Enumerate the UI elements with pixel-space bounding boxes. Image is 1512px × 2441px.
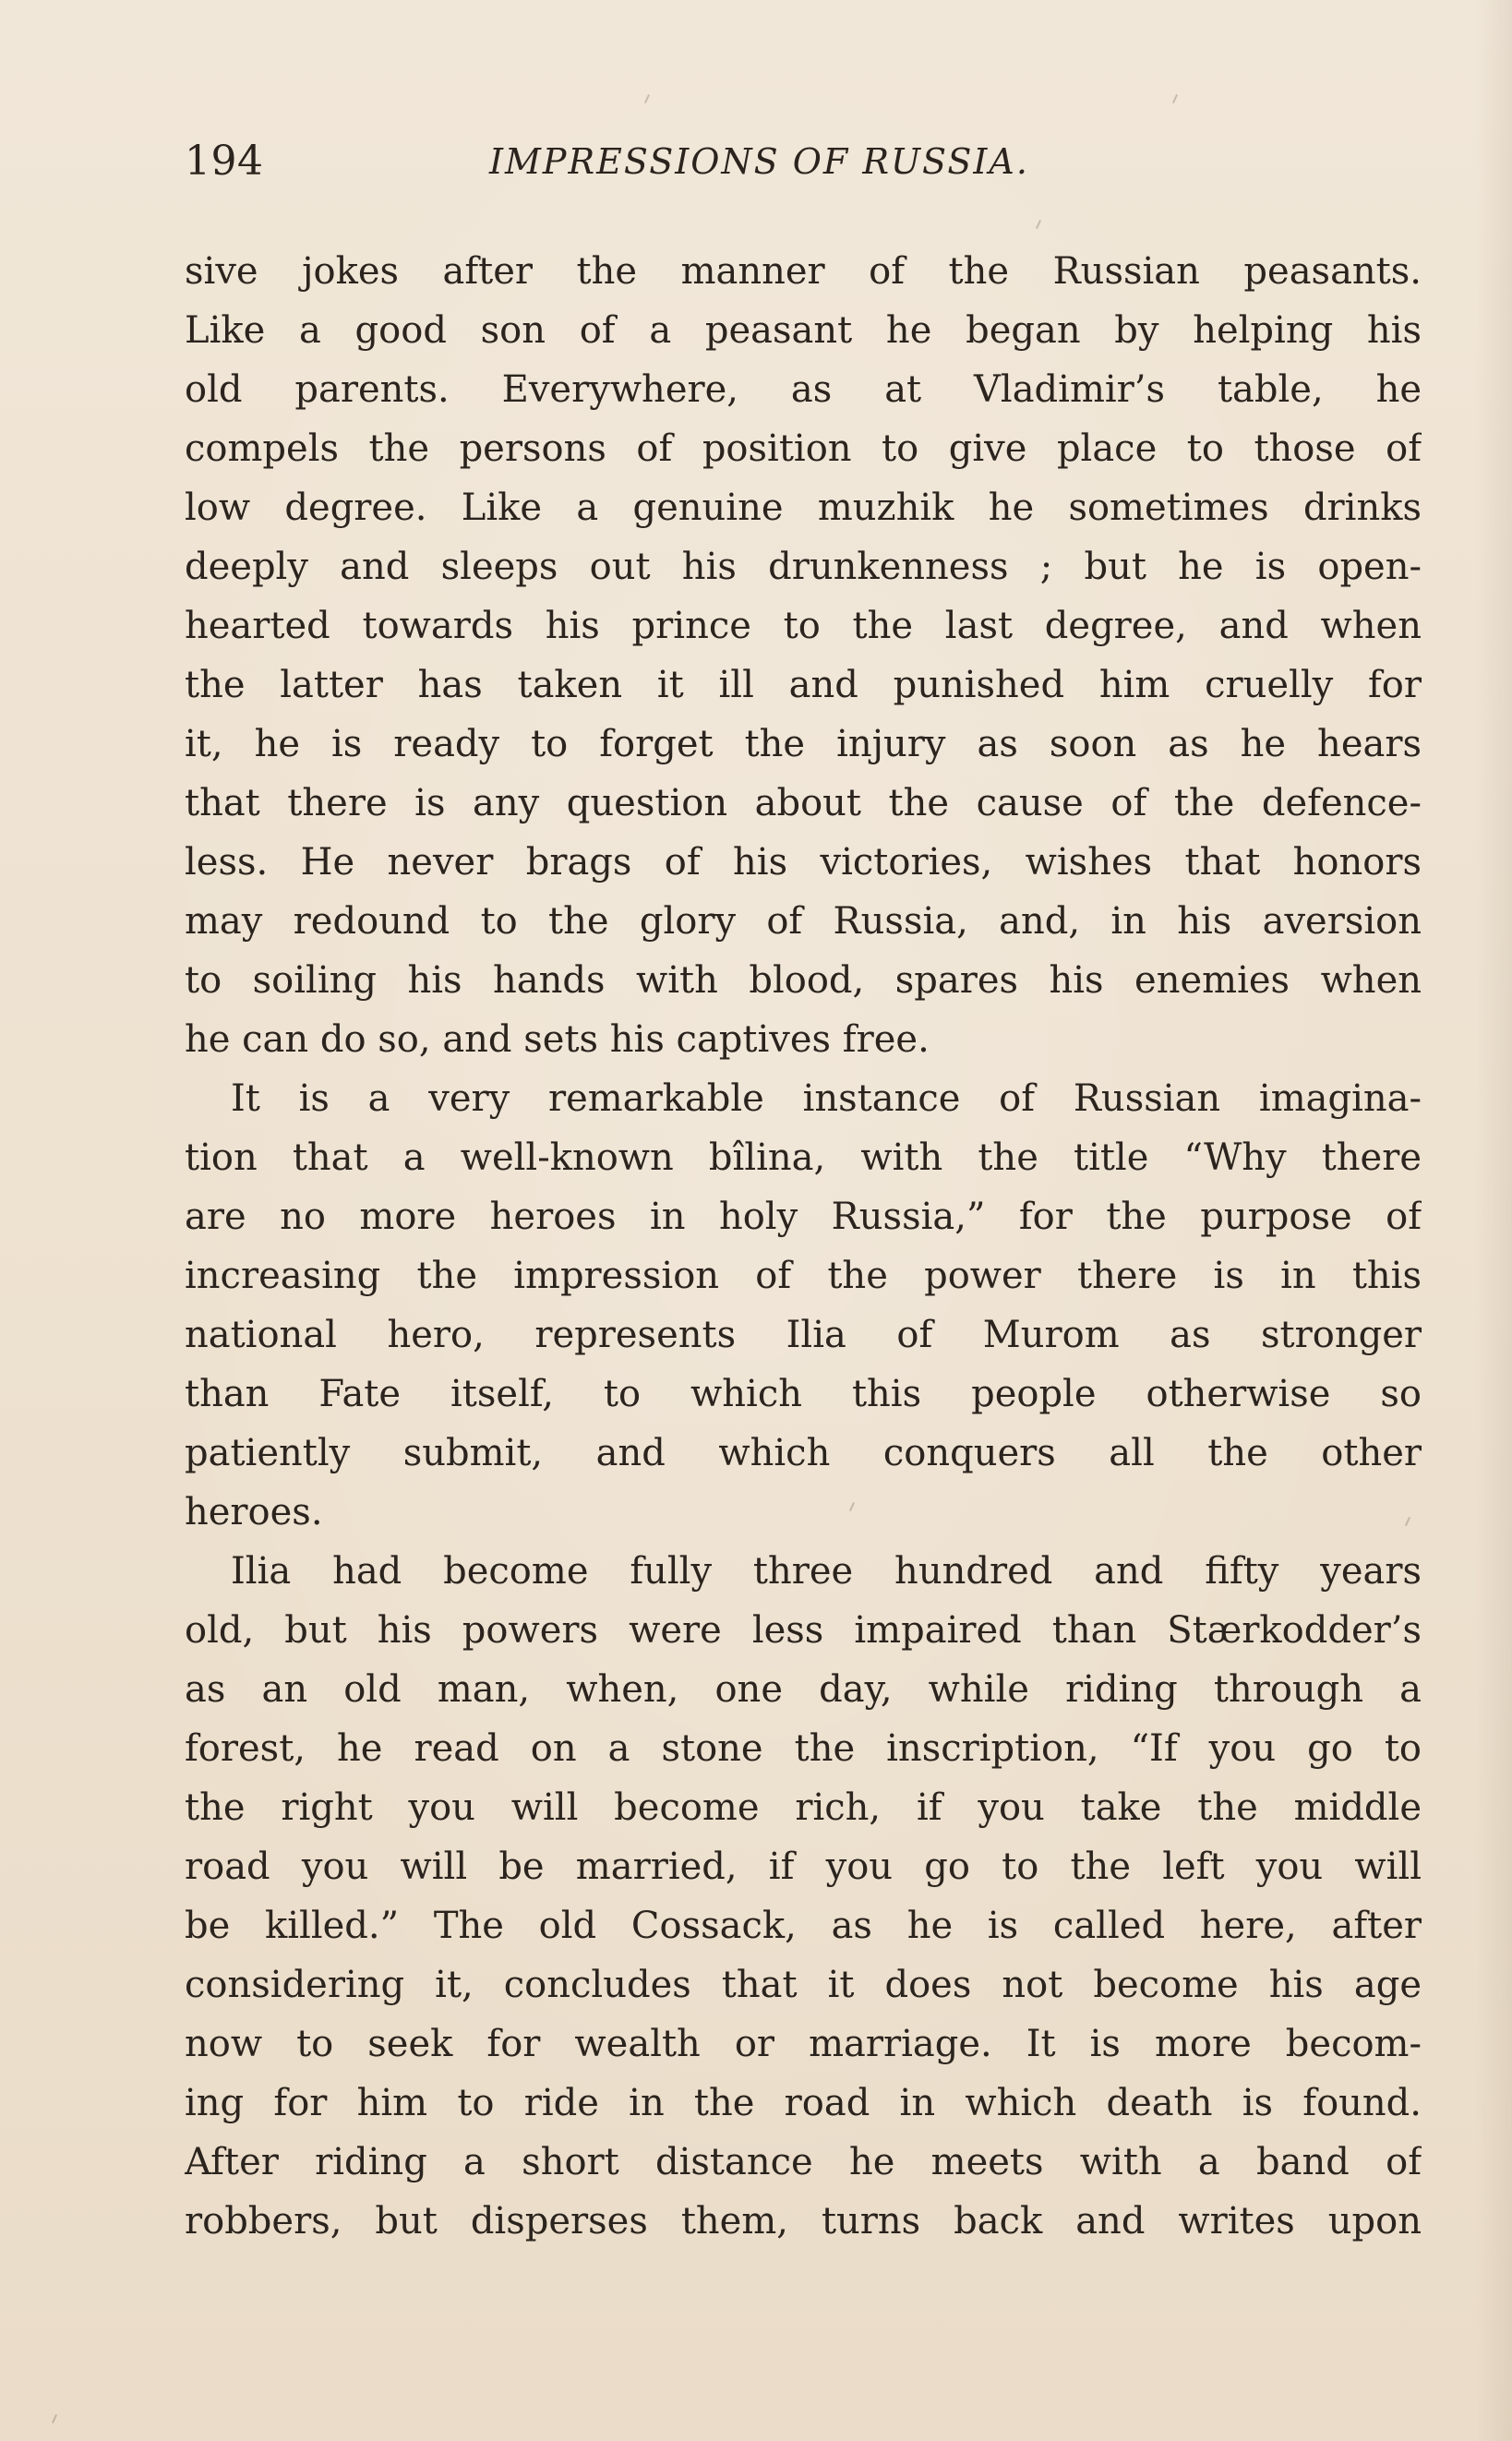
running-head	[185, 129, 1412, 194]
text-line: deeply and sleeps out his drunkenness ; but he is open-	[185, 546, 1422, 588]
text-line: are no more heroes in holy Russia,” for the purpose of	[185, 1196, 1422, 1238]
paper-speck	[644, 94, 650, 103]
text-line: the right you will become rich, if you take the middle	[185, 1786, 1422, 1829]
text-line: compels the persons of position to give place to those of	[185, 427, 1422, 470]
text-line: robbers, but disperses them, turns back and writes upon	[185, 2200, 1422, 2243]
text-line: be killed.” The old Cossack, as he is called here, after	[185, 1905, 1422, 1947]
text-line: road you will be married, if you go to the left you will	[185, 1846, 1422, 1888]
text-line: to soiling his hands with blood, spares his enemies when	[185, 959, 1422, 1002]
text-line: ing for him to ride in the road in which death is found.	[185, 2082, 1422, 2124]
paragraph-first-line: Ilia had become fully three hundred and fifty years	[231, 1550, 1422, 1593]
body-text	[185, 242, 1422, 2251]
paragraph-first-line: It is a very remarkable instance of Russian imagina-	[231, 1077, 1422, 1120]
text-line: tion that a well-known bîlina, with the title “Why there	[185, 1136, 1422, 1179]
text-line: he can do so, and sets his captives free.	[185, 1018, 930, 1061]
text-line: hearted towards his prince to the last degree, and when	[185, 605, 1422, 647]
text-line: After riding a short distance he meets with a band of	[185, 2141, 1422, 2183]
text-line: national hero, represents Ilia of Murom as stronger	[185, 1314, 1422, 1356]
paper-speck	[52, 2414, 57, 2423]
text-line: less. He never brags of his victories, wishes that honors	[185, 841, 1422, 884]
paper-speck	[1172, 94, 1178, 103]
text-line: than Fate itself, to which this people otherwise so	[185, 1373, 1422, 1415]
running-title: IMPRESSIONS OF RUSSIA.	[489, 141, 1029, 182]
text-line: old parents. Everywhere, as at Vladimir’s table, he	[185, 368, 1422, 411]
text-line: may redound to the glory of Russia, and, in his aversion	[185, 900, 1422, 943]
text-line: now to seek for wealth or marriage. It is more becom-	[185, 2023, 1422, 2065]
text-line: old, but his powers were less impaired than Stærkodder’s	[185, 1609, 1422, 1652]
text-line: increasing the impression of the power there is in this	[185, 1255, 1422, 1297]
text-line: patiently submit, and which conquers all the other	[185, 1432, 1422, 1474]
text-line: low degree. Like a genuine muzhik he sometimes drinks	[185, 487, 1422, 529]
text-line: it, he is ready to forget the injury as soon as he hears	[185, 723, 1422, 765]
text-line: as an old man, when, one day, while riding through a	[185, 1668, 1422, 1711]
text-line: heroes.	[185, 1491, 323, 1533]
paper-speck	[1036, 220, 1041, 229]
text-line: the latter has taken it ill and punished him cruelly for	[185, 664, 1422, 706]
page-number: 194	[185, 138, 264, 185]
text-line: that there is any question about the cause of the defence-	[185, 782, 1422, 824]
text-line: forest, he read on a stone the inscription, “If you go to	[185, 1727, 1422, 1770]
text-line: Like a good son of a peasant he began by helping his	[185, 309, 1422, 352]
text-line: sive jokes after the manner of the Russian peasants.	[185, 250, 1422, 293]
text-line: considering it, concludes that it does not become his age	[185, 1964, 1422, 2006]
page-edge-shadow	[1475, 0, 1512, 2441]
